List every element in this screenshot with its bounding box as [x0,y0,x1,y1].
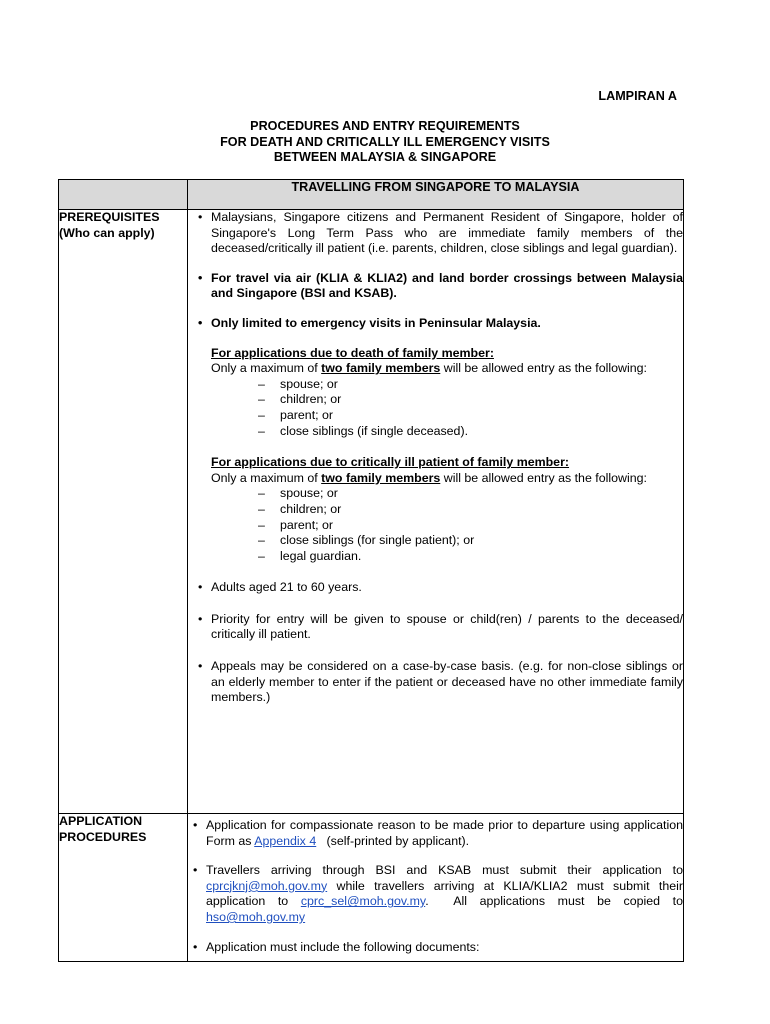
dash-icon: – [258,501,265,516]
bullet-icon: • [193,939,198,954]
bullet-icon: • [193,863,198,878]
list-item [188,818,683,849]
application-form-text: Application for compassionate reason to be made prior to departure using application Form as Appendix 4 (self-printed by applicant). [206,818,683,848]
critically-ill-eligible-list [188,486,683,564]
list-item [188,612,683,643]
heading-line-1: PROCEDURES AND ENTRY REQUIREMENTS [250,119,520,133]
bullet-icon: • [198,315,203,330]
requirements-table [58,179,687,962]
prerequisites-label-line-2: (Who can apply) [59,225,155,240]
application-label [59,814,188,962]
dash-icon: – [258,407,265,422]
table-header-row [59,180,684,210]
list-item: – close siblings (if single deceased). [258,423,469,438]
dash-icon: – [258,548,265,563]
critically-ill-section [211,455,683,486]
header-blank-cell [59,180,188,210]
documents-text: Application must include the following documents: [206,939,480,954]
application-label-line-1: APPLICATION [59,814,143,828]
eligibility-text: Malaysians, Singapore citizens and Permanent Resident of Singapore, holder of Singapore's Long Term Pass who are immediate family members of the deceased/critically ill patient (i.e. parents, children, close siblings and legal guardian). [211,210,683,256]
list-item [188,271,683,302]
critically-ill-heading: For applications due to critically ill patient of family member: [211,455,570,470]
list-item [188,863,687,925]
cprc-sel-email-link[interactable]: cprc_sel@moh.gov.my [300,894,426,909]
list-item [188,580,683,596]
dash-icon: – [258,486,265,501]
list-item [188,210,683,257]
dash-icon: – [258,533,265,548]
prerequisites-label-line-1: PREREQUISITES [59,210,160,224]
heading-line-2: FOR DEATH AND CRITICALLY ILL EMERGENCY VISITS [220,134,550,149]
prerequisites-label [59,210,188,814]
prerequisites-row [59,210,684,814]
bullet-icon: • [198,210,203,224]
list-item [188,940,683,956]
age-text: Adults aged 21 to 60 years. [211,580,362,595]
application-label-line-2: PROCEDURES [59,829,147,844]
list-item [188,316,683,332]
list-item [188,659,683,706]
document-heading [0,119,770,166]
list-item: – children; or [258,501,342,516]
death-heading: For applications due to death of family member: [211,345,494,360]
critically-ill-lead: Only a maximum of two family members will be allowed entry as the following: [211,470,647,485]
prerequisites-content [188,210,684,814]
list-item: – close siblings (for single patient); or [258,533,475,548]
travel-mode-text: For travel via air (KLIA & KLIA2) and land border crossings between Malaysia and Singapore (BSI and KSAB). [211,270,683,301]
list-item: – spouse; or [258,486,338,501]
death-section [211,346,683,377]
bullet-icon: • [198,580,203,595]
cprcjknj-email-link[interactable]: cprcjknj@moh.gov.my [206,878,328,893]
hso-email-link[interactable]: hso@moh.gov.my [206,909,306,924]
dash-icon: – [258,392,265,407]
list-item: – legal guardian. [258,548,362,563]
death-lead: Only a maximum of two family members will be allowed entry as the following: [211,361,647,376]
submission-text: Travellers arriving through BSI and KSAB must submit their application to cprcjknj@moh.gov.my while travellers arriving at KLIA/KLIA2 must submit their application to cprc_sel@moh.gov.my. All applications must be copied to hso@moh.gov.my [206,863,687,924]
list-item: – parent; or [258,407,334,422]
column-title: TRAVELLING FROM SINGAPORE TO MALAYSIA [188,180,684,210]
priority-text: Priority for entry will be given to spouse or child(ren) / parents to the deceased/ critically ill patient. [211,611,683,642]
appendix-4-link[interactable]: Appendix 4 [254,833,317,848]
dash-icon: – [258,517,265,532]
dash-icon: – [258,376,265,391]
list-item: – parent; or [258,517,334,532]
dash-icon: – [258,423,265,438]
list-item: – children; or [258,392,342,407]
application-procedures-row [59,814,684,962]
scope-text: Only limited to emergency visits in Peninsular Malaysia. [211,315,541,330]
bullet-icon: • [198,659,203,674]
annex-label: LAMPIRAN A [598,89,677,103]
bullet-icon: • [198,611,203,626]
application-content [188,814,687,962]
heading-line-3: BETWEEN MALAYSIA & SINGAPORE [273,150,497,164]
death-eligible-list [188,377,683,439]
bullet-icon: • [193,818,198,832]
appeals-text: Appeals may be considered on a case-by-case basis. (e.g. for non-close siblings or an elderly member to enter if the patient or deceased have no other immediate family members.) [211,659,683,705]
list-item: – spouse; or [258,376,338,391]
bullet-icon: • [198,270,203,285]
